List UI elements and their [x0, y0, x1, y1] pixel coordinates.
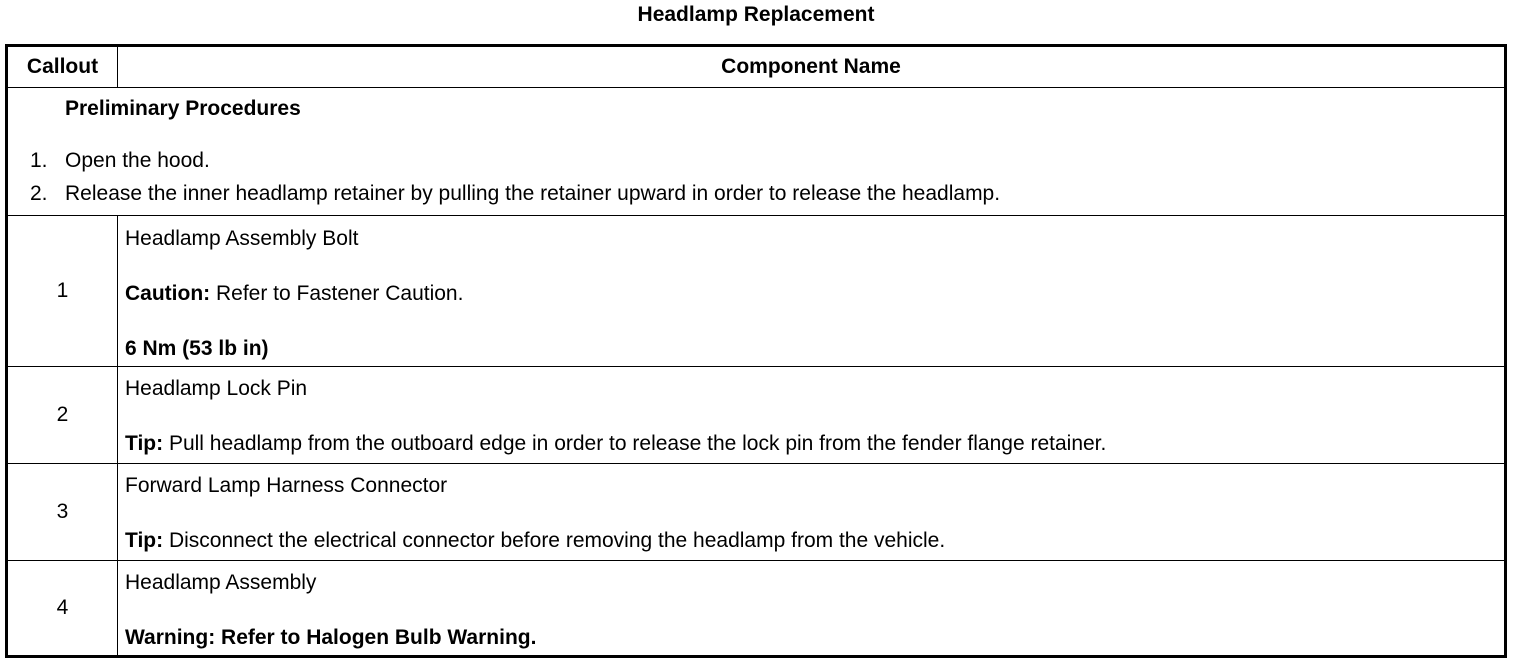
- table-row: [7, 561, 1506, 657]
- callout-number: 3: [7, 464, 118, 561]
- component-name: Headlamp Lock Pin: [125, 377, 308, 400]
- callout-number: 1: [7, 216, 118, 367]
- callout-header: Callout: [7, 46, 118, 88]
- tip-label: Tip:: [125, 432, 164, 455]
- component-name: Forward Lamp Harness Connector: [125, 474, 448, 497]
- table-row: [7, 216, 1506, 367]
- preliminary-procedures-row: [7, 88, 1506, 216]
- step-number: 2.: [30, 182, 48, 205]
- preliminary-procedures-heading: Preliminary Procedures: [65, 97, 301, 120]
- list-item: [8, 177, 1504, 210]
- caution-label: Caution:: [125, 282, 211, 305]
- tip-text: Pull headlamp from the outboard edge in order to release the lock pin from the fender flange retainer.: [163, 432, 1107, 455]
- procedure-table: [5, 44, 1507, 658]
- table-row: [7, 367, 1506, 464]
- component-name-header: Component Name: [118, 46, 1506, 88]
- torque-spec: 6 Nm (53 lb in): [125, 337, 269, 360]
- tip-note: [125, 527, 1504, 555]
- step-text: Release the inner headlamp retainer by pulling the retainer upward in order to release the headlamp.: [65, 182, 1001, 205]
- callout-number: 2: [7, 367, 118, 464]
- warning-note: Warning: Refer to Halogen Bulb Warning.: [125, 626, 537, 649]
- table-row: [7, 464, 1506, 561]
- step-number: 1.: [30, 149, 48, 172]
- tip-note: [125, 430, 1504, 458]
- caution-text: Refer to Fastener Caution.: [210, 282, 464, 305]
- tip-label: Tip:: [125, 529, 164, 552]
- callout-number: 4: [7, 561, 118, 657]
- list-item: [8, 144, 1504, 177]
- table-header-row: [7, 46, 1506, 88]
- tip-text: Disconnect the electrical connector before removing the headlamp from the vehicle.: [163, 529, 946, 552]
- preliminary-steps-list: [8, 144, 1504, 210]
- component-name: Headlamp Assembly: [125, 571, 317, 594]
- step-text: Open the hood.: [65, 149, 210, 172]
- page-title: Headlamp Replacement: [637, 3, 875, 26]
- caution-note: [125, 280, 1504, 308]
- component-name: Headlamp Assembly Bolt: [125, 227, 359, 250]
